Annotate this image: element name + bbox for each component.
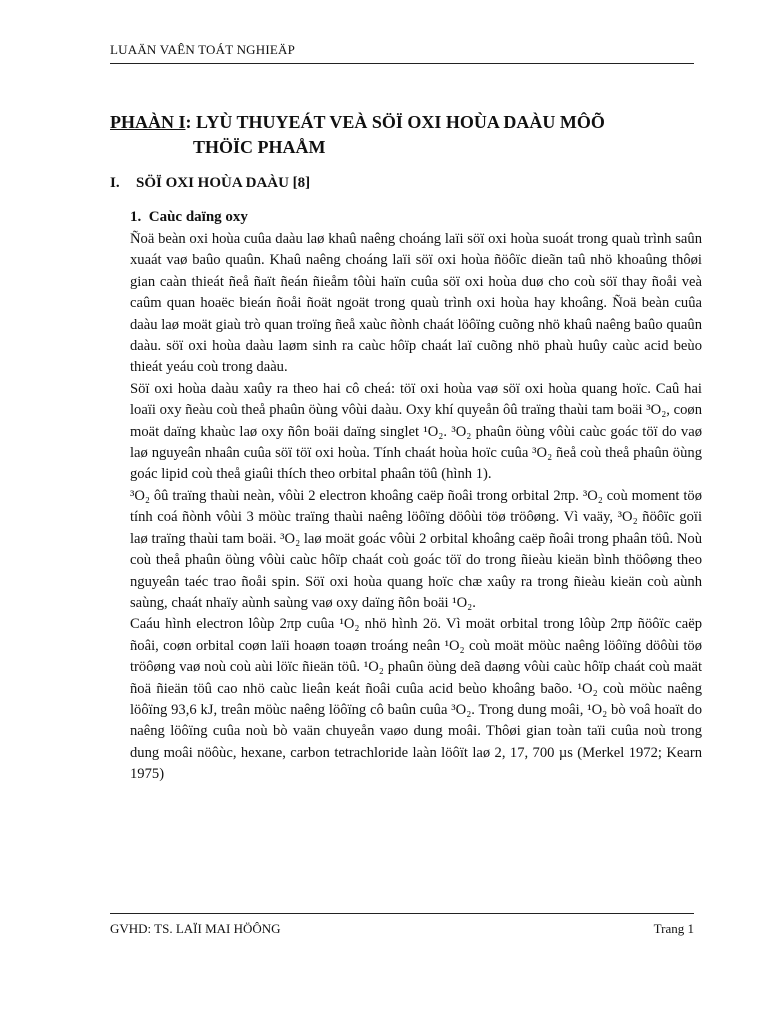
- chapter-title: [110, 110, 700, 160]
- running-header: LUAÄN VAÊN TOÁT NGHIEÄP: [110, 42, 296, 57]
- subsection-heading: [130, 209, 248, 226]
- body-text: [130, 229, 702, 786]
- chapter-title-line2: THÖÏC PHAÅM: [193, 137, 326, 157]
- chapter-title-text: : LYÙ THUYEÁT VEÀ SÖÏ OXI HOÙA DAÀU MÔÕ: [185, 112, 605, 132]
- header-divider: [110, 63, 694, 64]
- paragraph: Ñoä beàn oxi hoùa cuûa daàu laø khaû naêng choáng laïi söï oxi hoùa suoát trong quaù trình saûn xuaát vaø baûo quaûn. Khaû naêng choáng laïi söï oxi hoùa ñöôïc dieãn taû nhö khoaûng thôøi gian caàn thieát ñeå ñaït ñeán ñieåm tôùi haïn cuûa söï oxi hoùa duø cho coù söï thay ñoåi veà caûm quan hoaëc bieán ñoåi ñoät ngoät trong quaù trình oxi hoùa hay khoâng. Ñoä beàn cuûa daàu laø moät giaù trò quan troïng ñeå xaùc ñònh chaát löôïng cuõng nhö khaû naêng baûo quaûn daàu. söï oxi hoùa daàu laøm sinh ra caùc hôïp chaát laï cuõng nhö phaù huûy caùc acid beùo thieát yeáu coù trong daàu.: [130, 231, 702, 376]
- page-number: Trang 1: [653, 921, 694, 936]
- paragraph: Caáu hình electron lôùp 2πp cuûa ¹O₂ nhö hình 2ö. Vì moät orbital trong lôùp 2πp ñöôïc caëp ñoâi, coøn orbital coøn laïi hoaøn toaøn troáng neân ¹O₂ coù moät möùc naêng löôïng döôùi töø tröôøng vaø noù coù aùi löïc ñieän töû. ¹O₂ phaûn öùng deã daøng vôùi caùc hôïp chaát coù maät ñoä ñieän töû cao nhö caùc lieân keát ñoâi cuûa acid beùo khoâng baõo. ¹O₂ coù möùc naêng löôïng 93,6 kJ, treân möùc naêng löôïng cô baûn cuûa ³O₂. Trong dung moâi, ¹O₂ bò voâ hoaït do naêng löôïng cuûa noù bò vaän chuyeån vaøo dung moâi. Thôøi gian toàn taïi cuûa noù trong dung moâi nöôùc, hexane, carbon tetrachloride laàn löôït laø 2, 17, 700 µs (Merkel 1972; Kearn 1975): [130, 616, 702, 783]
- section-title: SÖÏ OXI HOÙA DAÀU [8]: [136, 175, 311, 191]
- paragraph: ³O₂ ôû traïng thaùi neàn, vôùi 2 electron khoâng caëp ñoâi trong orbital 2πp. ³O₂ coù moment töø tính coá ñònh vôùi 3 möùc traïng thaùi naêng löôïng döôùi töø tröôøng. Vì vaäy, ³O₂ ñöôïc goïi laø traïng thaùi tam boäi. ³O₂ laø moät goác vôùi 2 orbital khoâng caëp ñoâi trong phaân töû. Noù coù theå phaûn öùng vôùi caùc hôïp chaát coù goác töï do trong ñieàu kieän bình thöôøng theo nguyeân taéc trao ñoåi spin. Söï oxi hoùa quang hoïc chæ xaûy ra trong ñieàu kieän coù aùnh saùng, chaát nhaïy aùnh saùng vaø oxy daïng ñôn boäi ¹O₂.: [130, 487, 702, 611]
- subsection-title: Caùc daïng oxy: [148, 209, 248, 225]
- section-heading: [110, 175, 310, 192]
- section-number: I.: [110, 175, 120, 191]
- footer-divider: [110, 913, 694, 914]
- footer-advisor: GVHD: TS. LAÏI MAI HÖÔNG: [110, 921, 281, 936]
- subsection-number: 1.: [130, 209, 142, 225]
- paragraph: Söï oxi hoùa daàu xaûy ra theo hai cô cheá: töï oxi hoùa vaø söï oxi hoùa quang hoïc. Caû hai loaïi oxy ñeàu coù theå phaûn öùng vôùi daàu. Oxy khí quyeån ôû traïng thaùi tam boäi ³O₂, coøn moät daïng khaùc laø oxy ñôn boäi daïng singlet ¹O₂. ³O₂ phaûn öùng vôùi caùc goác töï do vaø laø nguyeân nhaân cuûa söï töï oxi hoùa. Tính chaát hoùa hoïc cuûa ³O₂ ñeå coù theå phaûn öùng goác lipid coù theå giaûi thích theo orbital phaân töû (hình 1).: [130, 380, 702, 483]
- chapter-label: PHAÀN I: [110, 112, 186, 132]
